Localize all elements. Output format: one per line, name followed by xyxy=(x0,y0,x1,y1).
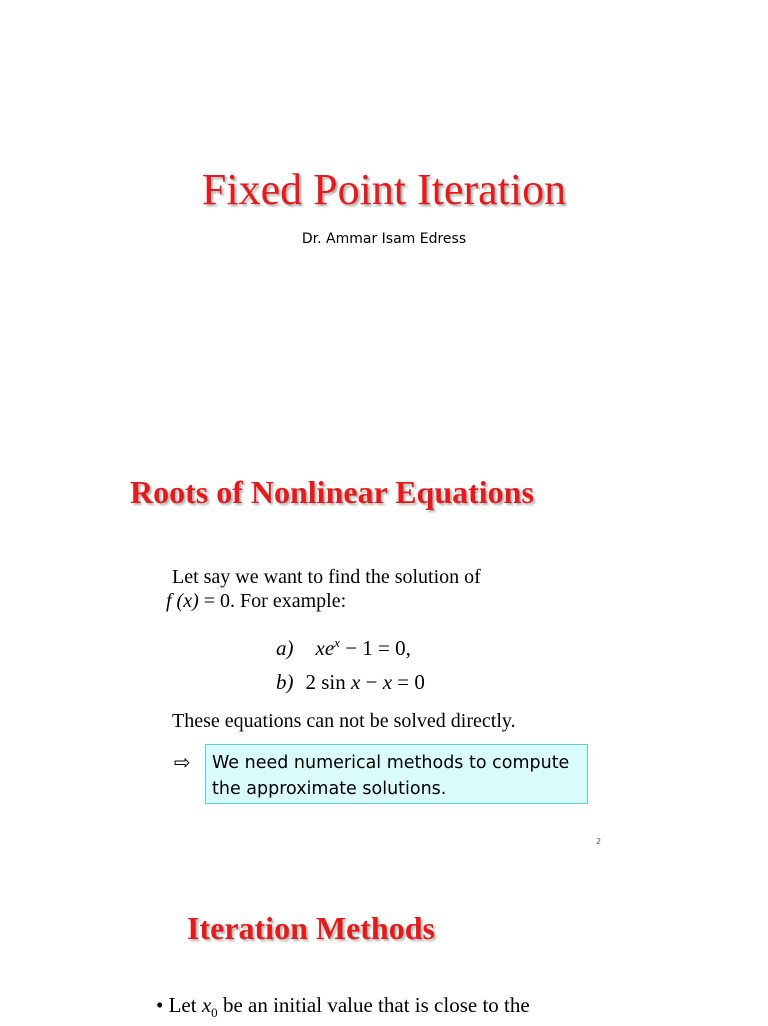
eq-b-mid: − xyxy=(360,670,383,694)
intro-line-2 xyxy=(166,589,481,613)
equation-b-expr xyxy=(306,670,425,694)
highlight-line-2: the approximate solutions. xyxy=(212,779,447,799)
eq-b-pre: 2 sin xyxy=(305,670,352,694)
equation-a-label: a) xyxy=(276,636,294,660)
eq-a-x: xe xyxy=(315,636,335,660)
section-title-iteration: Iteration Methods xyxy=(187,910,435,946)
eq-b-rest: = 0 xyxy=(392,670,425,694)
page-number: 2 xyxy=(596,837,602,846)
eq-b-x1: x xyxy=(351,670,361,694)
eq-b-x2: x xyxy=(382,670,393,694)
bullet-let: Let xyxy=(168,993,197,1017)
equation-a-expr xyxy=(316,636,411,660)
author-name: Dr. Ammar Isam Edress xyxy=(301,231,467,247)
bullet-mark: • xyxy=(156,993,164,1017)
eq-a-sup: x xyxy=(334,635,340,650)
bullet-rest: be an initial value that is close to the xyxy=(217,993,530,1017)
bullet-sub: 0 xyxy=(211,1005,218,1021)
bullet-item xyxy=(156,992,604,1026)
intro-line-1: Let say we want to find the solution of xyxy=(172,566,481,588)
highlight-box xyxy=(205,744,588,804)
highlight-line-1: We need numerical methods to compute xyxy=(212,753,570,773)
section-title-roots: Roots of Nonlinear Equations xyxy=(130,474,534,510)
eq-a-rest: − 1 = 0, xyxy=(339,636,411,660)
bullet-x: x xyxy=(201,993,212,1017)
fx-symbol: f (x) xyxy=(166,590,199,612)
intro-line-2-rest: = 0. For example: xyxy=(198,590,347,612)
equation-a xyxy=(276,635,411,661)
slide-title: Fixed Point Iteration xyxy=(201,165,567,214)
intro-text xyxy=(166,565,481,613)
right-arrow-icon: ⇨ xyxy=(174,750,191,774)
equation-b xyxy=(276,670,425,695)
note-text: These equations can not be solved directly. xyxy=(172,710,516,732)
equation-b-label: b) xyxy=(276,670,294,694)
